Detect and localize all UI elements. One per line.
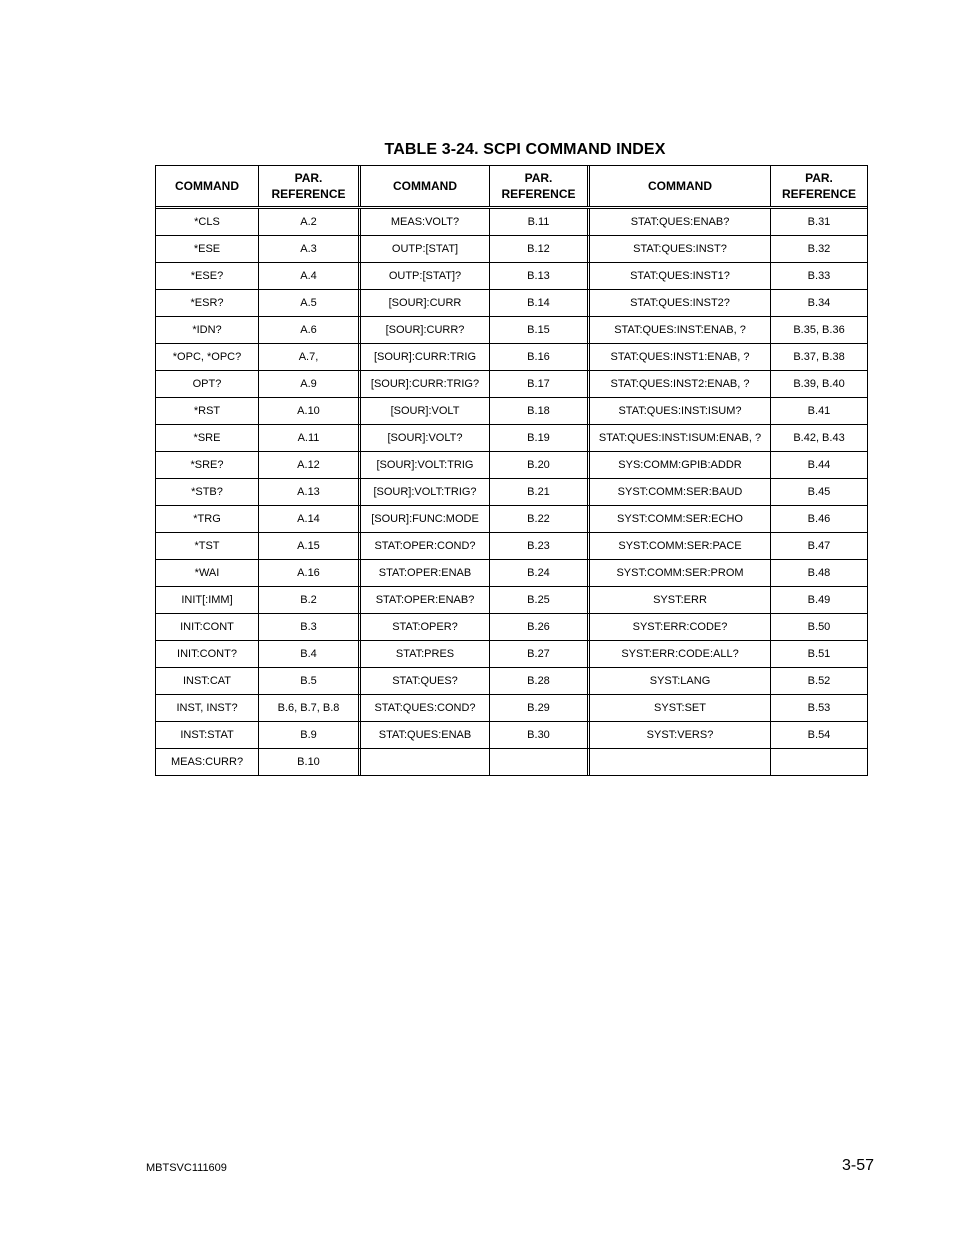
command-cell: *ESE — [156, 236, 259, 262]
par-reference-cell: A.14 — [259, 506, 361, 532]
command-cell: *STB? — [156, 479, 259, 505]
command-cell: *TRG — [156, 506, 259, 532]
table-row — [156, 317, 867, 344]
par-reference-cell: B.10 — [259, 749, 361, 775]
par-reference-cell: B.44 — [807, 459, 831, 471]
par-reference-cell — [771, 749, 867, 775]
command-cell: STAT:QUES:INST1? — [590, 263, 771, 289]
table-row — [156, 722, 867, 749]
command-cell: STAT:OPER:ENAB — [361, 560, 490, 586]
par-reference-cell: B.18 — [490, 398, 590, 424]
par-reference-cell: B.52 — [807, 675, 831, 687]
table-row — [156, 749, 867, 776]
command-cell — [590, 749, 771, 775]
command-cell: STAT:QUES:INST2:ENAB, ? — [590, 371, 771, 397]
par-reference-cell: B.14 — [490, 290, 590, 316]
par-reference-cell: B.29 — [490, 695, 590, 721]
par-reference-cell: A.5 — [259, 290, 361, 316]
par-reference-cell: B.4 — [259, 641, 361, 667]
par-reference-cell: B.41 — [807, 405, 831, 417]
command-cell: STAT:QUES:INST:ISUM:ENAB, ? — [590, 425, 771, 451]
par-reference-cell: A.9 — [259, 371, 361, 397]
table-row — [156, 398, 867, 425]
command-cell: SYST:COMM:SER:ECHO — [590, 506, 771, 532]
command-cell — [361, 749, 490, 775]
par-reference-cell: B.54 — [807, 729, 831, 741]
command-cell: [SOUR]:VOLT — [361, 398, 490, 424]
command-cell: SYST:ERR — [590, 587, 771, 613]
command-cell: *TST — [156, 533, 259, 559]
header-par-reference: PAR. REFERENCE — [490, 166, 590, 206]
command-cell: *CLS — [156, 209, 259, 235]
par-reference-cell: A.11 — [259, 425, 361, 451]
par-reference-cell: B.37, B.38 — [793, 351, 845, 363]
table-row — [156, 668, 867, 695]
command-cell: SYST:COMM:SER:PROM — [590, 560, 771, 586]
command-cell: [SOUR]:CURR:TRIG? — [361, 371, 490, 397]
table-row — [156, 371, 867, 398]
command-cell: [SOUR]:CURR? — [361, 317, 490, 343]
command-cell: INIT[:IMM] — [156, 587, 259, 613]
par-reference-cell: B.13 — [490, 263, 590, 289]
par-reference-cell: A.12 — [259, 452, 361, 478]
par-reference-cell: A.6 — [259, 317, 361, 343]
table-row — [156, 614, 867, 641]
command-cell: SYST:COMM:SER:PACE — [590, 533, 771, 559]
command-cell: INIT:CONT — [156, 614, 259, 640]
par-reference-cell: B.33 — [807, 270, 831, 282]
command-cell: STAT:OPER:ENAB? — [361, 587, 490, 613]
par-reference-cell: B.34 — [807, 297, 831, 309]
header-command: COMMAND — [361, 166, 490, 206]
par-reference-cell: B.6, B.7, B.8 — [259, 695, 361, 721]
par-reference-cell: B.2 — [259, 587, 361, 613]
par-reference-cell: B.50 — [807, 621, 831, 633]
table-row — [156, 695, 867, 722]
command-cell: SYST:ERR:CODE? — [590, 614, 771, 640]
page-number: 3-57 — [842, 1157, 875, 1174]
command-cell: MEAS:VOLT? — [361, 209, 490, 235]
par-reference-cell: B.32 — [807, 243, 831, 255]
command-cell: *SRE — [156, 425, 259, 451]
command-cell: *ESR? — [156, 290, 259, 316]
par-reference-cell: B.21 — [490, 479, 590, 505]
table-row — [156, 344, 867, 371]
par-reference-cell: A.15 — [259, 533, 361, 559]
command-cell: STAT:OPER? — [361, 614, 490, 640]
command-cell: STAT:QUES:INST:ISUM? — [590, 398, 771, 424]
par-reference-cell: A.3 — [259, 236, 361, 262]
command-cell: OUTP:[STAT]? — [361, 263, 490, 289]
par-reference-cell — [490, 749, 590, 775]
par-reference-cell: B.3 — [259, 614, 361, 640]
command-cell: STAT:QUES:INST2? — [590, 290, 771, 316]
command-cell: SYST:ERR:CODE:ALL? — [590, 641, 771, 667]
command-cell: [SOUR]:CURR — [361, 290, 490, 316]
par-reference-cell: B.26 — [490, 614, 590, 640]
table-row — [156, 506, 867, 533]
command-cell: INST, INST? — [156, 695, 259, 721]
scpi-command-index-table — [155, 165, 868, 776]
par-reference-cell: B.51 — [807, 648, 831, 660]
command-cell: *OPC, *OPC? — [156, 344, 259, 370]
header-par-reference: PAR. REFERENCE — [259, 166, 361, 206]
par-reference-cell: B.31 — [807, 216, 831, 228]
command-cell: STAT:QUES:INST1:ENAB, ? — [590, 344, 771, 370]
par-reference-cell: A.13 — [259, 479, 361, 505]
par-reference-cell: B.48 — [807, 567, 831, 579]
header-par-reference: PAR. REFERENCE — [781, 171, 856, 201]
par-reference-cell: A.2 — [259, 209, 361, 235]
par-reference-cell: B.42, B.43 — [793, 432, 845, 444]
par-reference-cell: B.22 — [490, 506, 590, 532]
table-row — [156, 290, 867, 317]
table-row — [156, 425, 867, 452]
par-reference-cell: B.45 — [807, 486, 831, 498]
par-reference-cell: B.46 — [807, 513, 831, 525]
table-row — [156, 236, 867, 263]
par-reference-cell: A.16 — [259, 560, 361, 586]
table-title: TABLE 3-24. SCPI COMMAND INDEX — [384, 141, 666, 158]
command-cell: INST:STAT — [156, 722, 259, 748]
command-cell: *SRE? — [156, 452, 259, 478]
par-reference-cell: B.24 — [490, 560, 590, 586]
command-cell: [SOUR]:FUNC:MODE — [361, 506, 490, 532]
table-row — [156, 452, 867, 479]
par-reference-cell: B.16 — [490, 344, 590, 370]
command-cell: *IDN? — [156, 317, 259, 343]
command-cell: STAT:OPER:COND? — [361, 533, 490, 559]
command-cell: [SOUR]:VOLT:TRIG? — [361, 479, 490, 505]
command-cell: SYS:COMM:GPIB:ADDR — [590, 452, 771, 478]
command-cell: *ESE? — [156, 263, 259, 289]
document-id: MBTSVC111609 — [146, 1162, 227, 1174]
par-reference-cell: B.53 — [807, 702, 831, 714]
header-command: COMMAND — [156, 166, 259, 206]
command-cell: INIT:CONT? — [156, 641, 259, 667]
par-reference-cell: B.17 — [490, 371, 590, 397]
par-reference-cell: A.4 — [259, 263, 361, 289]
par-reference-cell: B.23 — [490, 533, 590, 559]
par-reference-cell: B.27 — [490, 641, 590, 667]
command-cell: SYST:VERS? — [590, 722, 771, 748]
command-cell: SYST:LANG — [590, 668, 771, 694]
par-reference-cell: B.39, B.40 — [793, 378, 845, 390]
par-reference-cell: B.11 — [490, 209, 590, 235]
command-cell: STAT:QUES:INST? — [590, 236, 771, 262]
command-cell: STAT:QUES:ENAB? — [590, 209, 771, 235]
par-reference-cell: B.19 — [490, 425, 590, 451]
table-row — [156, 641, 867, 668]
command-cell: STAT:QUES? — [361, 668, 490, 694]
par-reference-cell: B.12 — [490, 236, 590, 262]
command-cell: STAT:QUES:INST:ENAB, ? — [590, 317, 771, 343]
command-cell: SYST:SET — [590, 695, 771, 721]
par-reference-cell: B.30 — [490, 722, 590, 748]
table-row — [156, 209, 867, 236]
par-reference-cell: B.28 — [490, 668, 590, 694]
par-reference-cell: B.25 — [490, 587, 590, 613]
table-body — [156, 209, 867, 776]
command-cell: STAT:PRES — [361, 641, 490, 667]
command-cell: *WAI — [156, 560, 259, 586]
table-row — [156, 479, 867, 506]
par-reference-cell: B.35, B.36 — [793, 324, 845, 336]
command-cell: [SOUR]:VOLT? — [361, 425, 490, 451]
command-cell: SYST:COMM:SER:BAUD — [590, 479, 771, 505]
command-cell: STAT:QUES:COND? — [361, 695, 490, 721]
command-cell: INST:CAT — [156, 668, 259, 694]
par-reference-cell: A.10 — [259, 398, 361, 424]
par-reference-cell: B.15 — [490, 317, 590, 343]
table-row — [156, 533, 867, 560]
header-command: COMMAND — [590, 166, 771, 206]
command-cell: OPT? — [156, 371, 259, 397]
table-row — [156, 560, 867, 587]
par-reference-cell: A.7, — [259, 344, 361, 370]
table-row — [156, 587, 867, 614]
par-reference-cell: B.5 — [259, 668, 361, 694]
command-cell: *RST — [156, 398, 259, 424]
command-cell: [SOUR]:VOLT:TRIG — [361, 452, 490, 478]
par-reference-cell: B.9 — [259, 722, 361, 748]
table-row — [156, 263, 867, 290]
command-cell: OUTP:[STAT] — [361, 236, 490, 262]
command-cell: MEAS:CURR? — [156, 749, 259, 775]
table-header-row — [156, 166, 867, 209]
command-cell: [SOUR]:CURR:TRIG — [361, 344, 490, 370]
par-reference-cell: B.49 — [807, 594, 831, 606]
par-reference-cell: B.47 — [807, 540, 831, 552]
par-reference-cell: B.20 — [490, 452, 590, 478]
command-cell: STAT:QUES:ENAB — [361, 722, 490, 748]
